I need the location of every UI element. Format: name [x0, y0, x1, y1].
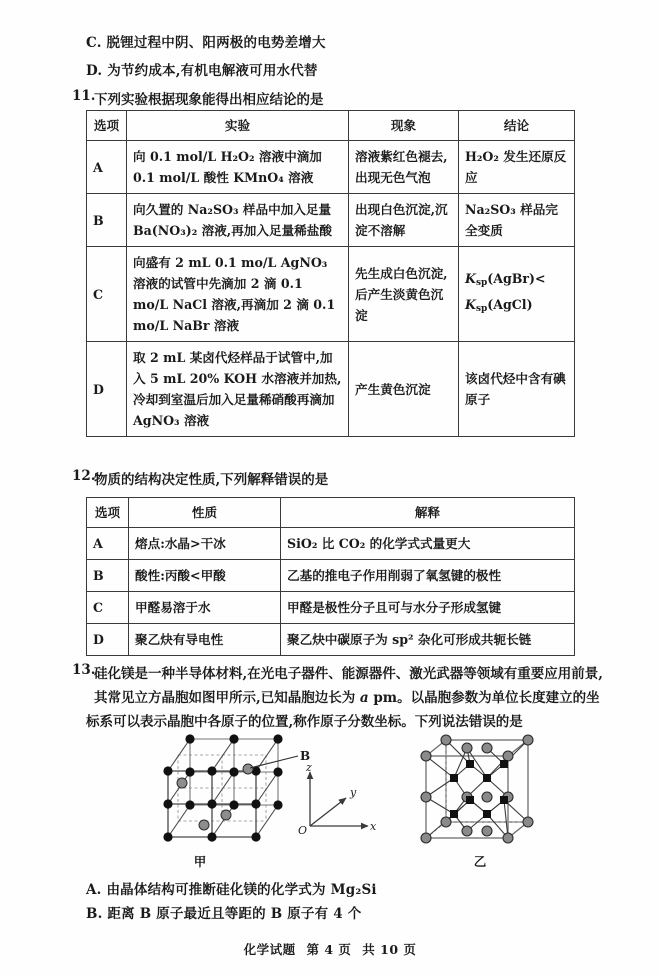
- unit-cell-svg-jia: [160, 727, 300, 857]
- question-13-option-a: A. 由晶体结构可推断硅化镁的化学式为 Mg₂Si: [86, 882, 377, 898]
- cell-conclusion: Na₂SO₃ 样品完全变质: [459, 194, 575, 247]
- question-12-table: [86, 497, 575, 656]
- question-12-number: 12.: [72, 468, 96, 484]
- cell-option: B: [87, 194, 127, 247]
- footer-page-number: 第 4 页: [306, 942, 352, 957]
- option-line-c: C. 脱锂过程中阴、阳两极的电势差增大: [86, 35, 326, 51]
- cell-phenomenon: 溶液紫红色褪去,出现无色气泡: [349, 141, 459, 194]
- cell-option: A: [87, 141, 127, 194]
- axes-svg: [296, 762, 376, 842]
- th-explanation: 解释: [281, 498, 575, 528]
- table-header-row: [87, 111, 575, 141]
- cell-conclusion: $K_{sp}(AgBr)<$ $K_{sp}(AgCl)$: [459, 247, 575, 342]
- unit-cell-svg-yi: [412, 732, 547, 852]
- th-phenomenon: 现象: [349, 111, 459, 141]
- question-13-stem-line3: 标系可以表示晶胞中各原子的位置,称作原子分数坐标。下列说法错误的是: [86, 714, 523, 730]
- table-header-row: [87, 498, 575, 528]
- figure-caption-yi: 乙: [473, 854, 487, 869]
- question-13-stem-line2: 其常见立方晶胞如图甲所示,已知晶胞边长为 a pm。以晶胞参数为单位长度建立的坐: [94, 690, 600, 706]
- question-11-number: 11.: [72, 88, 96, 104]
- question-13-number: 13.: [72, 662, 96, 678]
- page-footer: [0, 940, 660, 958]
- th-property: 性质: [129, 498, 281, 528]
- cell-conclusion: 该卤代烃中含有碘原子: [459, 342, 575, 437]
- cell-phenomenon: 先生成白色沉淀,后产生淡黄色沉淀: [349, 247, 459, 342]
- question-12-stem: 物质的结构决定性质,下列解释错误的是: [94, 472, 329, 488]
- cell-property: 酸性:丙酸<甲酸: [129, 560, 281, 592]
- figure-caption-jia: 甲: [193, 854, 207, 869]
- cell-property: 聚乙炔有导电性: [129, 624, 281, 656]
- cell-property: 熔点:水晶>干冰: [129, 528, 281, 560]
- table-row: [87, 247, 575, 342]
- coordinate-axes: [296, 762, 376, 846]
- cell-option: D: [87, 342, 127, 437]
- question-13-stem-line1: 硅化镁是一种半导体材料,在光电子器件、能源器件、激光武器等领域有重要应用前景,: [94, 666, 603, 682]
- th-option: 选项: [87, 498, 129, 528]
- cell-explanation: 乙基的推电子作用削弱了氧氢键的极性: [281, 560, 575, 592]
- th-option: 选项: [87, 111, 127, 141]
- table-row: [87, 592, 575, 624]
- cell-property: 甲醛易溶于水: [129, 592, 281, 624]
- cell-option: C: [87, 247, 127, 342]
- table-row: [87, 141, 575, 194]
- cell-explanation: 聚乙炔中碳原子为 sp² 杂化可形成共轭长链: [281, 624, 575, 656]
- cell-explanation: SiO₂ 比 CO₂ 的化学式式量更大: [281, 528, 575, 560]
- question-11-table: [86, 110, 575, 437]
- cell-experiment: 向久置的 Na₂SO₃ 样品中加入足量 Ba(NO₃)₂ 溶液,再加入足量稀盐酸: [127, 194, 349, 247]
- th-experiment: 实验: [127, 111, 349, 141]
- table-row: [87, 528, 575, 560]
- question-11-stem: 下列实验根据现象能得出相应结论的是: [94, 92, 324, 108]
- question-13-option-b: B. 距离 B 原子最近且等距的 B 原子有 4 个: [86, 906, 362, 922]
- cell-option: D: [87, 624, 129, 656]
- footer-total-pages: 共 10 页: [362, 942, 417, 957]
- th-conclusion: 结论: [459, 111, 575, 141]
- axis-label-x: x: [370, 820, 376, 833]
- cell-explanation: 甲醛是极性分子且可与水分子形成氢键: [281, 592, 575, 624]
- cell-option: A: [87, 528, 129, 560]
- cell-option: C: [87, 592, 129, 624]
- figure-yi-unit-cell: [412, 732, 547, 856]
- table-row: [87, 624, 575, 656]
- cell-experiment: 向盛有 2 mL 0.1 mo/L AgNO₃ 溶液的试管中先滴加 2 滴 0.1 mo/L NaCl 溶液,再滴加 2 滴 0.1 mo/L NaBr 溶液: [127, 247, 349, 342]
- cell-experiment: 取 2 mL 某卤代烃样品于试管中,加入 5 mL 20% KOH 水溶液并加热,冷却到室温后加入足量稀硝酸再滴加 AgNO₃ 溶液: [127, 342, 349, 437]
- cell-phenomenon: 产生黄色沉淀: [349, 342, 459, 437]
- figure-jia-unit-cell: [160, 727, 311, 861]
- table-row: [87, 560, 575, 592]
- table-row: [87, 194, 575, 247]
- axis-label-origin: O: [298, 824, 308, 837]
- axis-label-y: y: [350, 786, 357, 799]
- axis-label-z: z: [306, 762, 312, 774]
- table-row: [87, 342, 575, 437]
- atom-label-b: B: [300, 749, 311, 763]
- cell-experiment: 向 0.1 mol/L H₂O₂ 溶液中滴加 0.1 mol/L 酸性 KMnO₄ 溶液: [127, 141, 349, 194]
- option-line-d: D. 为节约成本,有机电解液可用水代替: [86, 63, 318, 79]
- cell-option: B: [87, 560, 129, 592]
- cell-phenomenon: 出现白色沉淀,沉淀不溶解: [349, 194, 459, 247]
- footer-subject: 化学试题: [243, 942, 296, 957]
- cell-conclusion: H₂O₂ 发生还原反应: [459, 141, 575, 194]
